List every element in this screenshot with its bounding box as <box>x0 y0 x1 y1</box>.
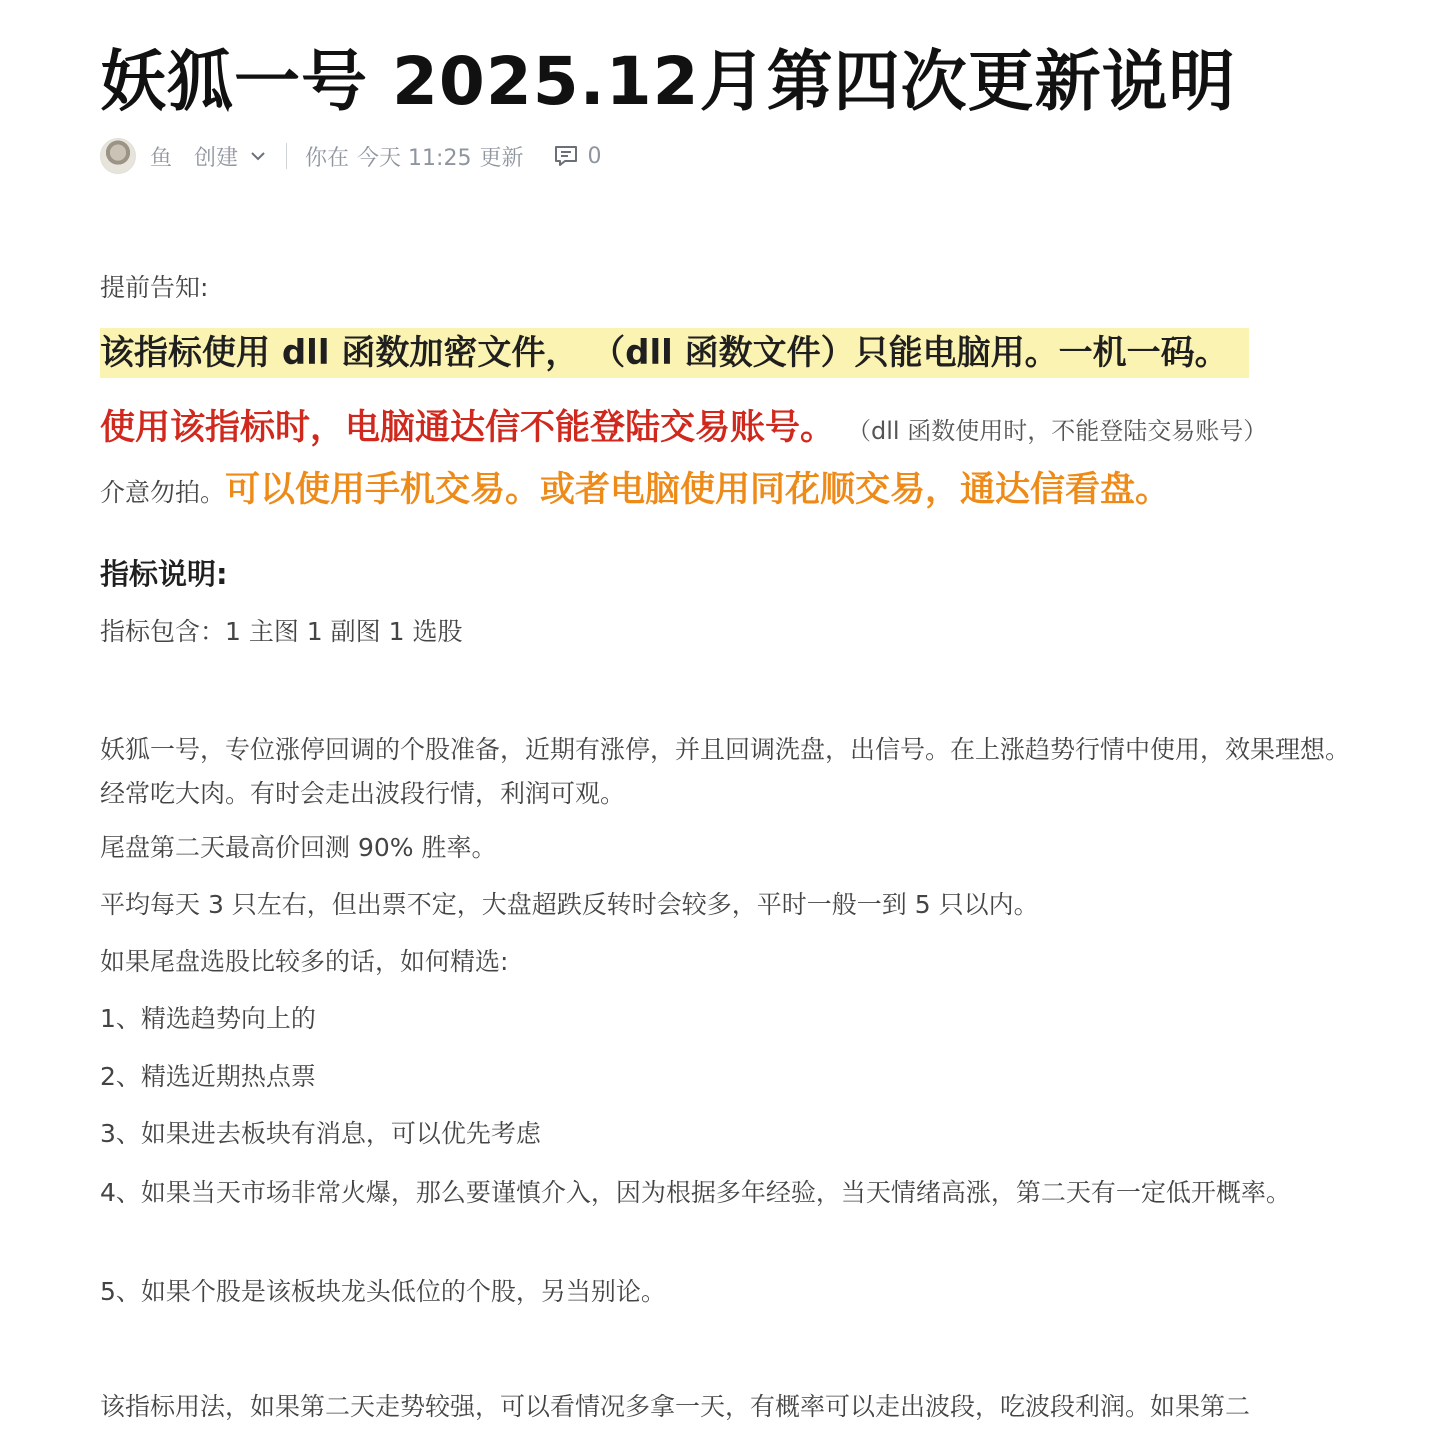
red-warning-note: （dll 函数使用时，不能登陆交易账号） <box>859 417 1268 445</box>
chevron-down-icon[interactable] <box>248 146 268 166</box>
list-item: 2、精选近期热点票 <box>100 1062 316 1091</box>
list-item: 1、精选趋势向上的 <box>100 1004 316 1033</box>
list-item: 3、如果进去板块有消息，可以优先考虑 <box>100 1119 541 1148</box>
notice-label: 提前告知: <box>100 273 209 302</box>
usage-paragraph: 该指标用法，如果第二天走势较强，可以看情况多拿一天，有概率可以走出波段，吃波段利润。如果第二 <box>100 1392 1251 1421</box>
doc-meta-bar <box>100 136 601 176</box>
page-title: 妖狐一号 2025.12月第四次更新说明 <box>100 43 1236 120</box>
red-warning-text: 使用该指标时，电脑通达信不能登陆交易账号。 <box>100 408 836 448</box>
warning-paragraph <box>100 400 1350 462</box>
orange-paragraph <box>100 462 1350 524</box>
author-name[interactable]: 鱼 <box>150 145 173 171</box>
updated-suffix: 更新 <box>479 145 524 171</box>
orange-text: 可以使用手机交易。或者电脑使用同花顺交易，通达信看盘。 <box>225 470 1171 510</box>
avatar[interactable] <box>100 138 136 174</box>
list-item: 5、如果个股是该板块龙头低位的个股，另当别论。 <box>100 1277 666 1306</box>
average-line: 平均每天 3 只左右，但出票不定，大盘超跌反转时会较多，平时一般一到 5 只以内。 <box>100 890 1039 919</box>
indicator-contents: 指标包含：1 主图 1 副图 1 选股 <box>100 617 463 646</box>
comment-icon[interactable] <box>553 143 579 169</box>
comment-count[interactable]: 0 <box>587 143 602 169</box>
section-title: 指标说明: <box>100 557 228 591</box>
created-label: 创建 <box>194 145 239 171</box>
selection-question: 如果尾盘选股比较多的话，如何精选: <box>100 947 509 976</box>
meta-divider <box>286 143 287 169</box>
updated-time: 今天 11:25 <box>357 145 472 171</box>
list-item: 4、如果当天市场非常火爆，那么要谨慎介入，因为根据多年经验，当天情绪高涨，第二天有一定低开概率。 <box>100 1178 1291 1207</box>
win-rate-line: 尾盘第二天最高价回测 90% 胜率。 <box>100 833 497 862</box>
orange-prefix: 介意勿拍。 <box>100 478 226 507</box>
intro-paragraph: 妖狐一号，专位涨停回调的个股准备，近期有涨停，并且回调洗盘，出信号。在上涨趋势行情中使用，效果理想。经常吃大肉。有时会走出波段行情，利润可观。 <box>100 735 1351 808</box>
highlight-paragraph <box>100 328 1350 378</box>
updated-by: 你在 <box>305 145 350 171</box>
highlight-text: 该指标使用 dll 函数加密文件， （dll 函数文件）只能电脑用。一机一码。 <box>100 328 1249 378</box>
